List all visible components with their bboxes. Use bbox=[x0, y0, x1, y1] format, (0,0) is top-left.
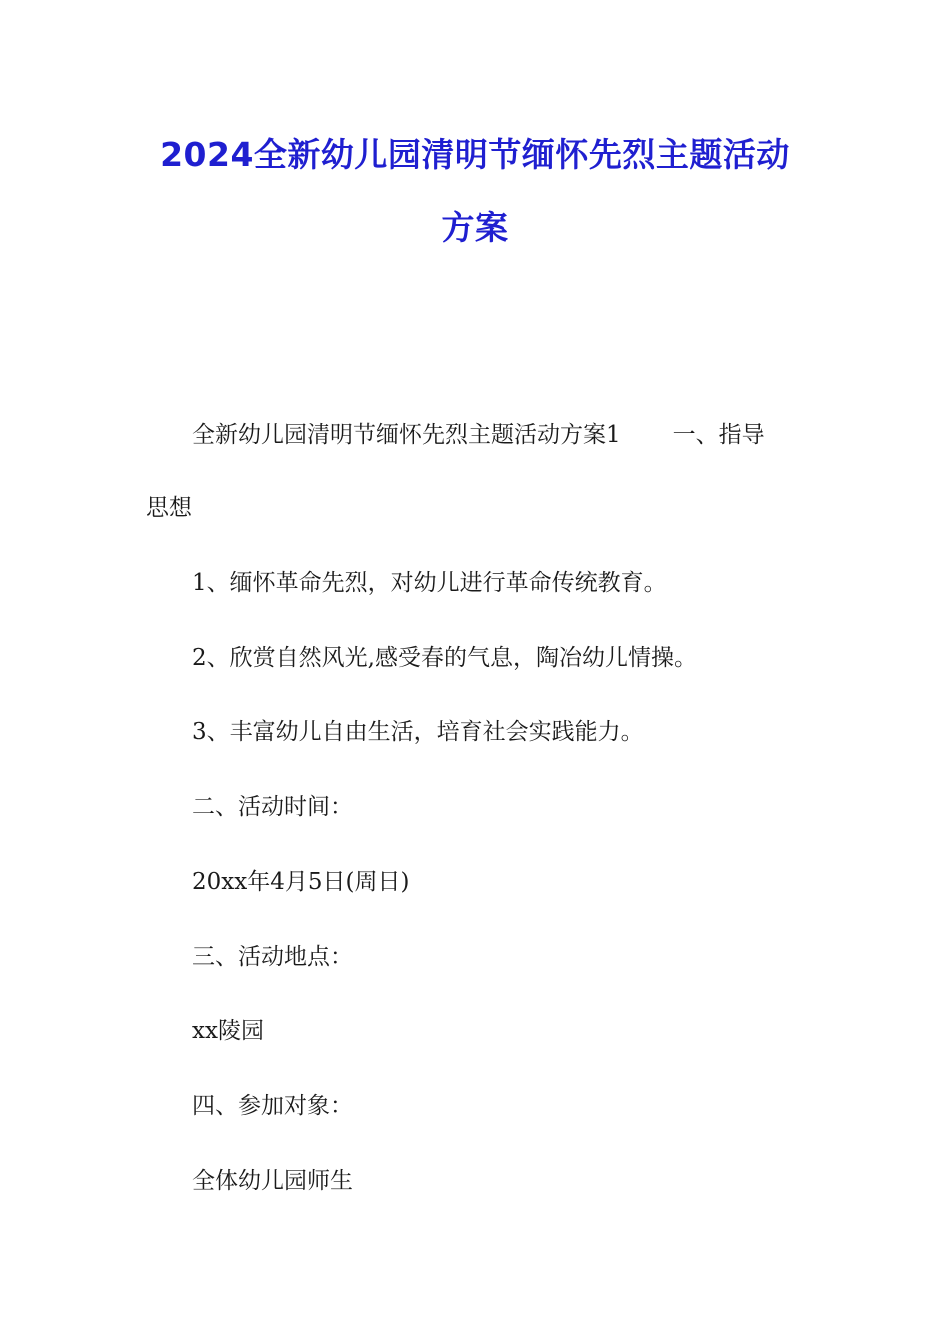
section2-heading: 二、活动时间： bbox=[192, 794, 353, 820]
document-title-line-1: 2024全新幼儿园清明节缅怀先烈主题活动 bbox=[160, 135, 790, 174]
guiding-item-1: 1、缅怀革命先烈，对幼儿进行革命传统教育。 bbox=[192, 570, 667, 596]
section3-heading: 三、活动地点： bbox=[192, 944, 353, 970]
section1-heading-part1: 一、指导 bbox=[672, 422, 765, 448]
section1-heading-part2: 思想 bbox=[146, 495, 192, 521]
intro-line bbox=[192, 424, 765, 447]
section4-content: 全体幼儿园师生 bbox=[192, 1168, 353, 1194]
guiding-item-2: 2、欣赏自然风光,感受春的气息，陶冶幼儿情操。 bbox=[192, 645, 697, 671]
section3-content: xx陵园 bbox=[192, 1018, 264, 1044]
intro-heading: 全新幼儿园清明节缅怀先烈主题活动方案1 bbox=[192, 422, 621, 448]
document-title-line-2: 方案 bbox=[441, 208, 509, 247]
section2-content: 20xx年4月5日(周日) bbox=[192, 869, 410, 895]
guiding-item-3: 3、丰富幼儿自由生活，培育社会实践能力。 bbox=[192, 719, 644, 745]
section4-heading: 四、参加对象： bbox=[192, 1093, 353, 1119]
